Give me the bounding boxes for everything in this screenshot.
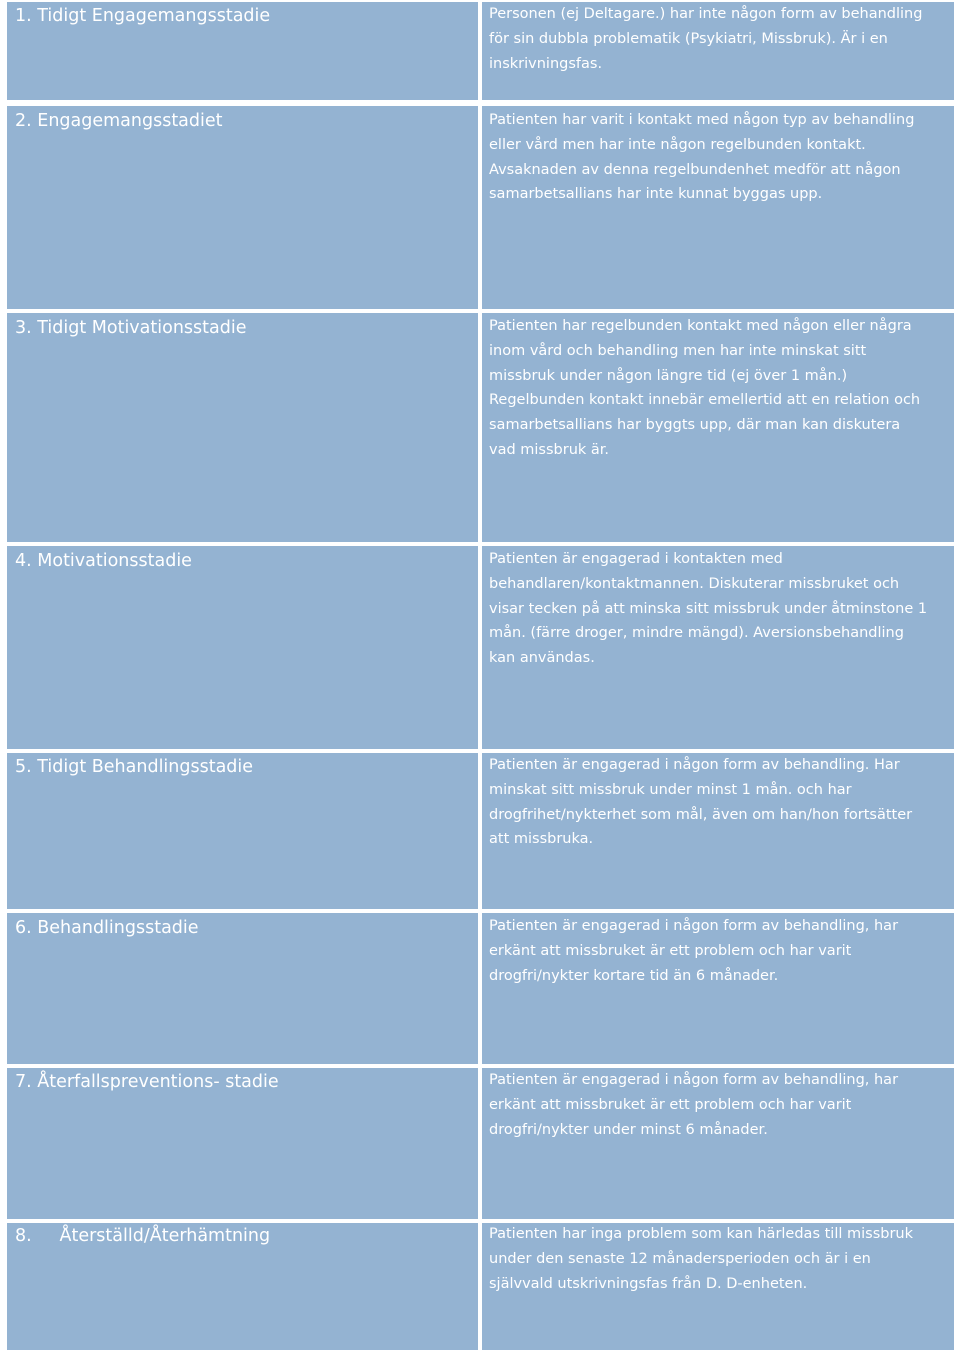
description-line: självvald utskrivningsfas från D. D-enheten.: [489, 1275, 808, 1292]
description-line: minskat sitt missbruk under minst 1 mån. och har: [489, 781, 852, 798]
stage-description-cell: [482, 1068, 954, 1219]
stage-title: 2. Engagemangsstadiet: [15, 111, 223, 131]
stage-row-2: [0, 106, 960, 309]
stage-title-cell: [7, 546, 478, 749]
stage-row-8: [0, 1223, 960, 1350]
stage-title: 1. Tidigt Engagemangsstadie: [15, 6, 271, 26]
description-line: Regelbunden kontakt innebär emellertid att en relation och: [489, 392, 921, 409]
description-line: Patienten har varit i kontakt med någon typ av behandling: [489, 112, 915, 128]
stage-row-7: [0, 1068, 960, 1219]
stage-title-cell: [7, 1223, 478, 1350]
description-line: mån. (färre droger, mindre mängd). Aversionsbehandling: [489, 625, 904, 642]
stage-title: 5. Tidigt Behandlingsstadie: [15, 757, 254, 777]
description-line: Patienten har regelbunden kontakt med någon eller några: [489, 318, 912, 334]
stage-description-cell: [482, 546, 954, 749]
stage-description-cell: [482, 106, 954, 309]
stage-description: [489, 914, 951, 988]
stage-description-cell: [482, 1223, 954, 1350]
description-line: Patienten är engagerad i någon form av behandling, har: [489, 918, 899, 934]
stage-description: [489, 753, 951, 852]
description-line: Avsaknaden av denna regelbundenhet medför att någon: [489, 161, 901, 178]
stage-title-cell: [7, 753, 478, 909]
description-line: drogfri/nykter under minst 6 månader.: [489, 1121, 768, 1138]
stage-row-4: [0, 546, 960, 749]
stage-description: [489, 314, 951, 463]
stage-description: [489, 108, 951, 207]
stage-title-cell: [7, 313, 478, 542]
description-line: för sin dubbla problematik (Psykiatri, Missbruk). Är i en: [489, 30, 888, 47]
stage-title: 6. Behandlingsstadie: [15, 918, 199, 938]
description-line: Personen (ej Deltagare.) har inte någon form av behandling: [489, 6, 923, 22]
stage-description-cell: [482, 753, 954, 909]
description-line: samarbetsallians har byggts upp, där man kan diskutera: [489, 417, 901, 434]
description-line: Patienten är engagerad i någon form av behandling. Har: [489, 757, 900, 773]
description-line: drogfrihet/nykterhet som mål, även om han/hon fortsätter: [489, 806, 913, 823]
description-line: Patienten är engagerad i någon form av behandling, har: [489, 1072, 899, 1088]
description-line: kan användas.: [489, 650, 595, 667]
description-line: visar tecken på att minska sitt missbruk under åtminstone 1: [489, 600, 928, 617]
description-line: att missbruka.: [489, 831, 594, 848]
stage-title: 3. Tidigt Motivationsstadie: [15, 318, 247, 338]
stage-description-cell: [482, 2, 954, 100]
stage-description-cell: [482, 913, 954, 1064]
description-line: eller vård men har inte någon regelbunden kontakt.: [489, 136, 866, 153]
stage-row-3: [0, 313, 960, 542]
description-line: drogfri/nykter kortare tid än 6 månader.: [489, 967, 779, 984]
description-line: samarbetsallians har inte kunnat byggas upp.: [489, 186, 823, 203]
stage-description-cell: [482, 313, 954, 542]
description-line: behandlaren/kontaktmannen. Diskuterar missbruket och: [489, 575, 900, 592]
stage-title: 7. Återfallspreventions- stadie: [15, 1072, 279, 1092]
stage-title-cell: [7, 913, 478, 1064]
stage-row-6: [0, 913, 960, 1064]
description-line: inskrivningsfas.: [489, 55, 603, 72]
stage-title: 4. Motivationsstadie: [15, 551, 192, 571]
stage-title: 8. Återställd/Återhämtning: [15, 1226, 271, 1246]
description-line: erkänt att missbruket är ett problem och har varit: [489, 1096, 852, 1113]
description-line: erkänt att missbruket är ett problem och har varit: [489, 942, 852, 959]
stage-row-1: [0, 2, 960, 100]
stage-row-5: [0, 753, 960, 909]
stage-description: [489, 1068, 951, 1142]
description-line: vad missbruk är.: [489, 441, 610, 458]
description-line: Patienten är engagerad i kontakten med: [489, 551, 783, 567]
stage-title-cell: [7, 2, 478, 100]
stage-title-cell: [7, 106, 478, 309]
description-line: under den senaste 12 månadersperioden och är i en: [489, 1250, 871, 1267]
stage-description: [489, 2, 951, 76]
stage-title-cell: [7, 1068, 478, 1219]
stage-description: [489, 547, 951, 671]
description-line: missbruk under någon längre tid (ej över 1 mån.): [489, 367, 848, 384]
description-line: Patienten har inga problem som kan härledas till missbruk: [489, 1226, 913, 1242]
stage-description: [489, 1222, 951, 1296]
description-line: inom vård och behandling men har inte minskat sitt: [489, 342, 867, 359]
